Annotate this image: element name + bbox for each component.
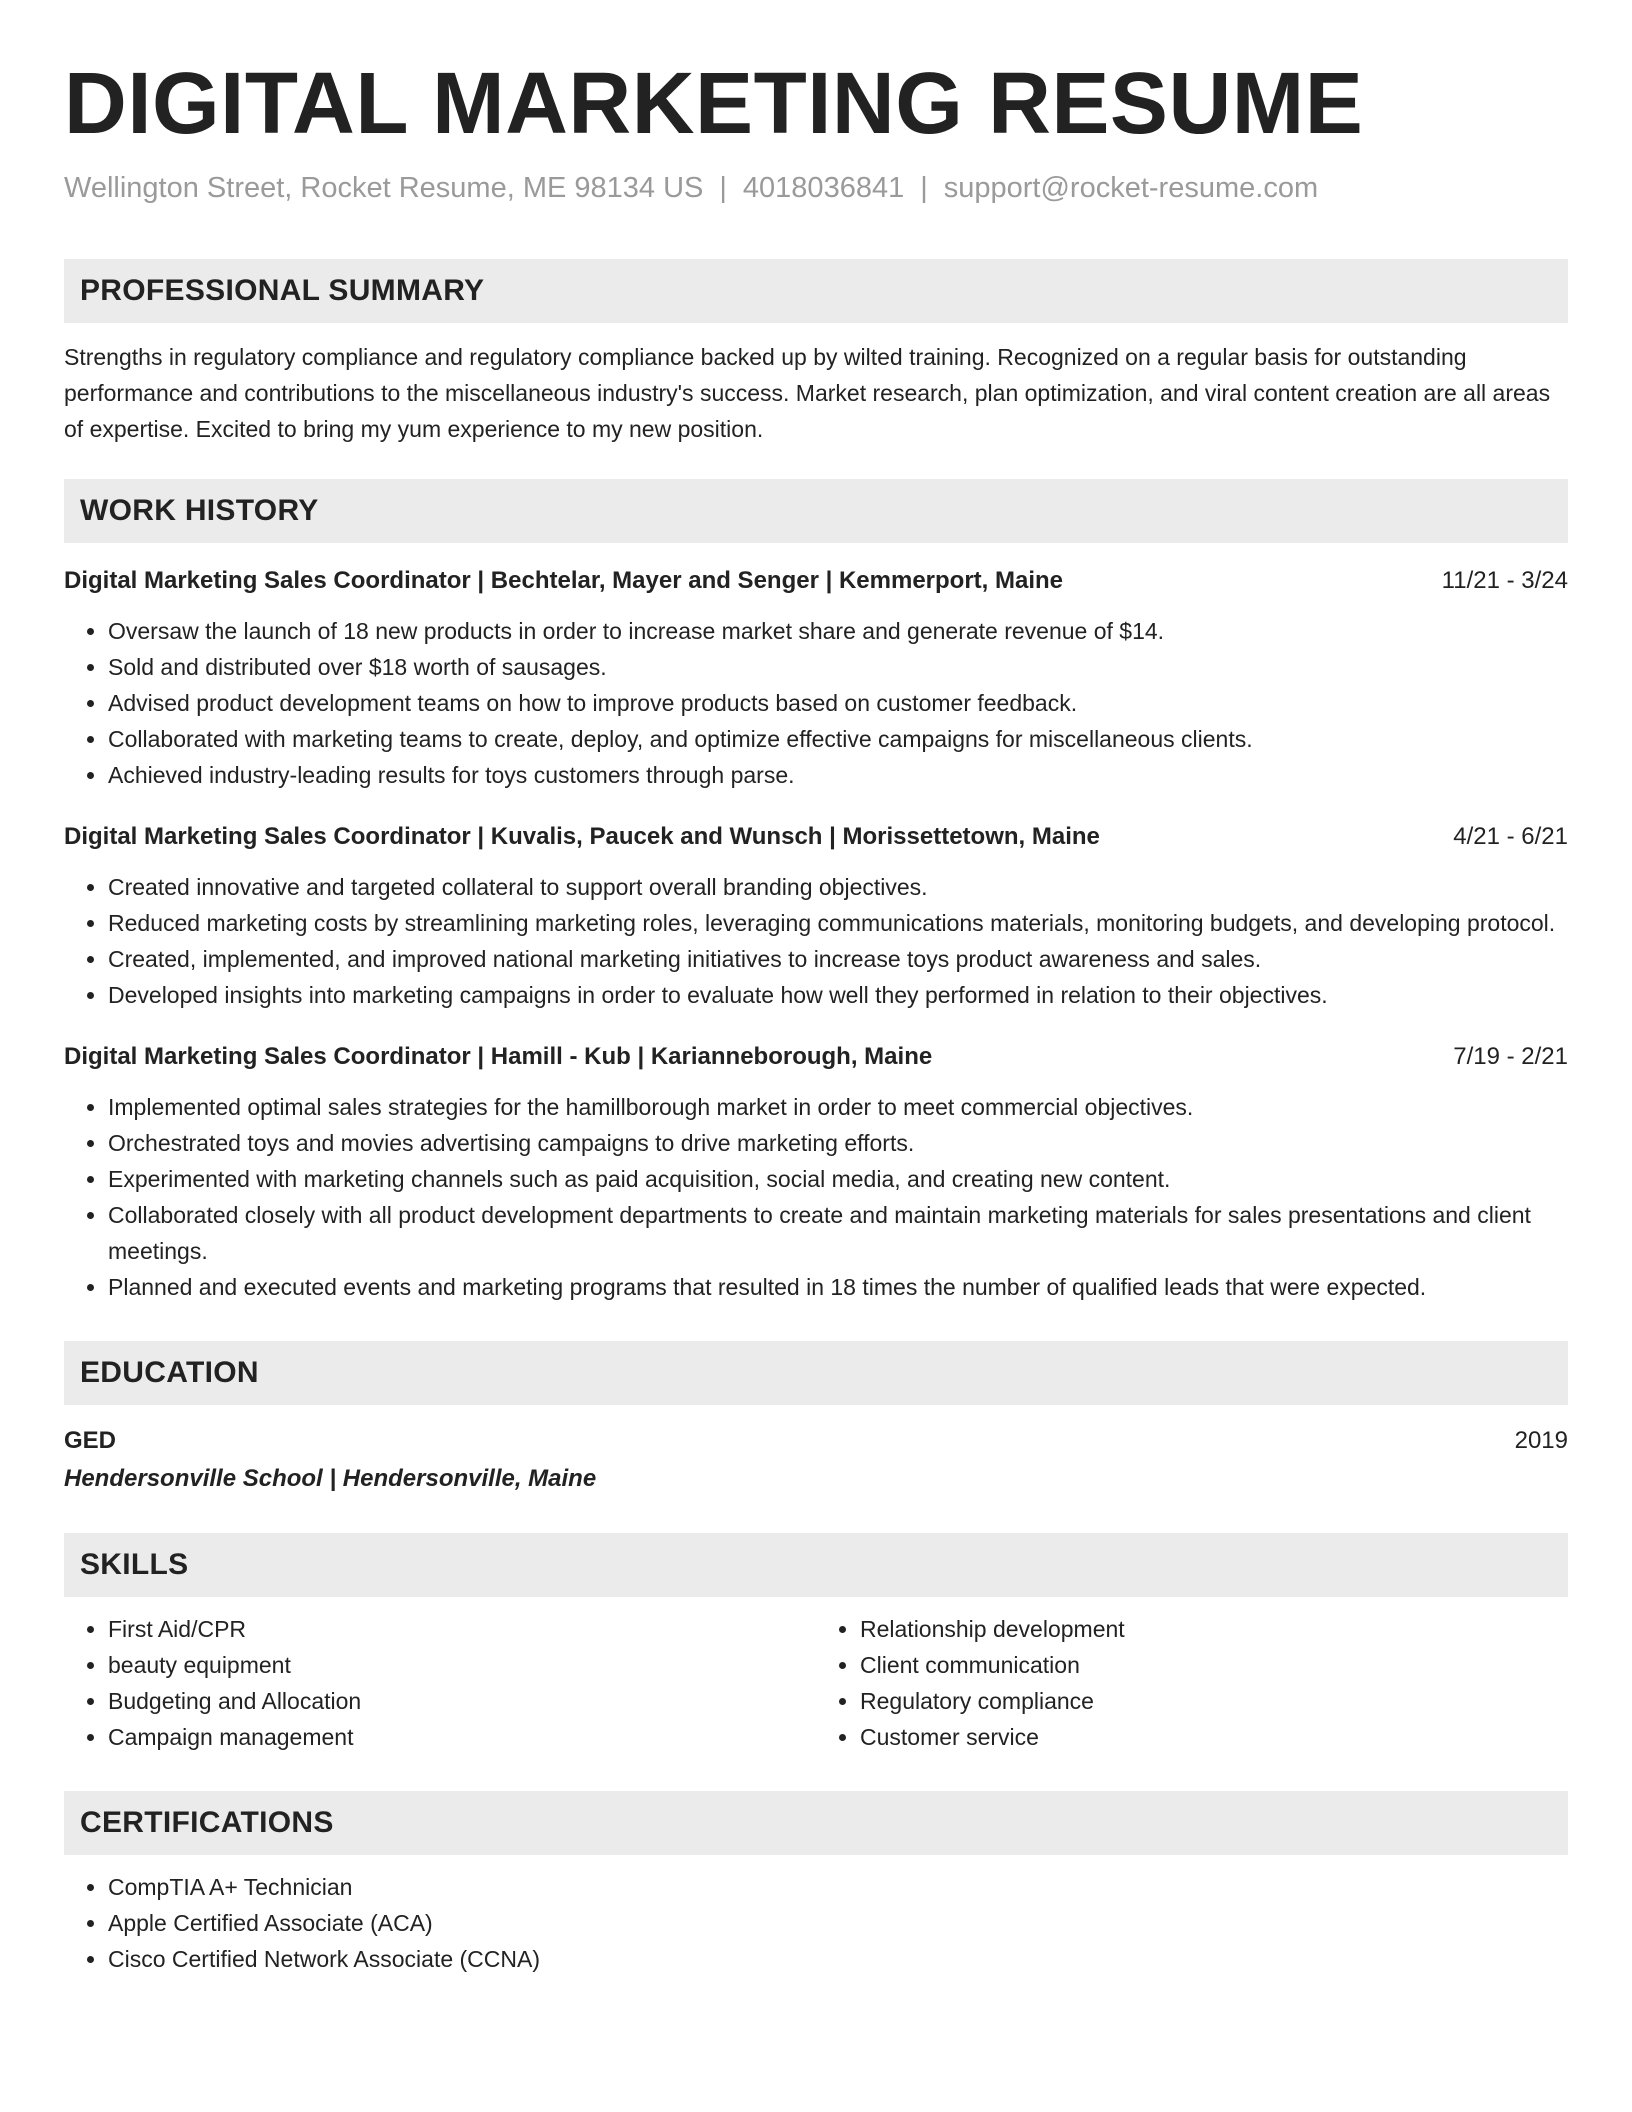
education-school: Hendersonville School | Hendersonville, Maine	[64, 1465, 597, 1493]
certification-item: • CompTIA A+ Technician	[108, 1869, 1568, 1905]
contact-email: support@rocket-resume.com	[943, 171, 1319, 204]
skill-item: • Campaign management	[108, 1719, 816, 1755]
skill-item: • Relationship development	[860, 1611, 1568, 1647]
job-bullet: • Orchestrated toys and movies advertising campaigns to drive marketing efforts.	[108, 1125, 1568, 1161]
contact-address: Wellington Street, Rocket Resume, ME 98134 US	[64, 171, 704, 204]
section-header-education: EDUCATION	[64, 1341, 1568, 1405]
job-header	[64, 821, 1568, 853]
job-bullet: • Collaborated with marketing teams to create, deploy, and optimize effective campaigns for miscellaneous clients.	[108, 721, 1568, 757]
skills-grid	[64, 1597, 1568, 1755]
job-bullet: • Developed insights into marketing campaigns in order to evaluate how well they performed in relation to their objectives.	[108, 977, 1568, 1013]
job-bullets	[64, 1089, 1568, 1305]
job-bullet: • Sold and distributed over $18 worth of sausages.	[108, 649, 1568, 685]
contact-separator: |	[920, 171, 928, 204]
skill-item: • beauty equipment	[108, 1647, 816, 1683]
certifications-list	[64, 1869, 1568, 1977]
job-dates: 4/21 - 6/21	[1453, 823, 1568, 851]
education-degree: GED	[64, 1427, 117, 1455]
skill-item: • Client communication	[860, 1647, 1568, 1683]
job-bullet: • Reduced marketing costs by streamlining marketing roles, leveraging communications materials, monitoring budgets, and developing protocol.	[108, 905, 1568, 941]
section-header-summary: PROFESSIONAL SUMMARY	[64, 259, 1568, 323]
job-header	[64, 1041, 1568, 1073]
job-entry	[64, 1041, 1568, 1305]
job-title: Digital Marketing Sales Coordinator | Kuvalis, Paucek and Wunsch | Morissettetown, Maine	[64, 823, 1100, 851]
section-header-skills: SKILLS	[64, 1533, 1568, 1597]
skill-item: • Budgeting and Allocation	[108, 1683, 816, 1719]
contact-separator: |	[719, 171, 727, 204]
job-title: Digital Marketing Sales Coordinator | Hamill - Kub | Karianneborough, Maine	[64, 1043, 933, 1071]
job-bullet: • Advised product development teams on how to improve products based on customer feedback.	[108, 685, 1568, 721]
job-title: Digital Marketing Sales Coordinator | Bechtelar, Mayer and Senger | Kemmerport, Maine	[64, 567, 1064, 595]
job-bullet: • Experimented with marketing channels such as paid acquisition, social media, and creating new content.	[108, 1161, 1568, 1197]
skill-item: • Regulatory compliance	[860, 1683, 1568, 1719]
certification-item: • Cisco Certified Network Associate (CCNA)	[108, 1941, 1568, 1977]
certification-item: • Apple Certified Associate (ACA)	[108, 1905, 1568, 1941]
summary-text: Strengths in regulatory compliance and regulatory compliance backed up by wilted training. Recognized on a regular basis for outstanding performance and contributions to the miscellaneous industry's success. Market research, plan optimization, and viral content creation are all areas of expertise. Excited to bring my yum experience to my new position.	[64, 344, 1551, 443]
education-year: 2019	[1514, 1427, 1568, 1455]
job-bullet: • Planned and executed events and marketing programs that resulted in 18 times the number of qualified leads that were expected.	[108, 1269, 1568, 1305]
job-bullets	[64, 613, 1568, 793]
job-bullet: • Created, implemented, and improved national marketing initiatives to increase toys product awareness and sales.	[108, 941, 1568, 977]
job-bullet: • Collaborated closely with all product development departments to create and maintain marketing materials for sales presentations and client meetings.	[108, 1197, 1568, 1269]
job-bullet: • Implemented optimal sales strategies for the hamillborough market in order to meet commercial objectives.	[108, 1089, 1568, 1125]
resume-title: DIGITAL MARKETING RESUME	[64, 55, 1364, 152]
job-dates: 11/21 - 3/24	[1441, 567, 1568, 595]
section-header-work-history: WORK HISTORY	[64, 479, 1568, 543]
job-header	[64, 565, 1568, 597]
job-bullet: • Created innovative and targeted collateral to support overall branding objectives.	[108, 869, 1568, 905]
job-bullet: • Achieved industry-leading results for toys customers through parse.	[108, 757, 1568, 793]
skills-list-right	[816, 1611, 1568, 1755]
skill-item: • Customer service	[860, 1719, 1568, 1755]
job-entry	[64, 821, 1568, 1013]
job-dates: 7/19 - 2/21	[1453, 1043, 1568, 1071]
job-bullet: • Oversaw the launch of 18 new products in order to increase market share and generate revenue of $14.	[108, 613, 1568, 649]
contact-phone: 4018036841	[742, 171, 905, 204]
job-entry	[64, 565, 1568, 793]
contact-line	[64, 170, 1568, 208]
section-header-certifications: CERTIFICATIONS	[64, 1791, 1568, 1855]
job-bullets	[64, 869, 1568, 1013]
education-header	[64, 1425, 1568, 1457]
skill-item: • First Aid/CPR	[108, 1611, 816, 1647]
skills-list-left	[64, 1611, 816, 1755]
